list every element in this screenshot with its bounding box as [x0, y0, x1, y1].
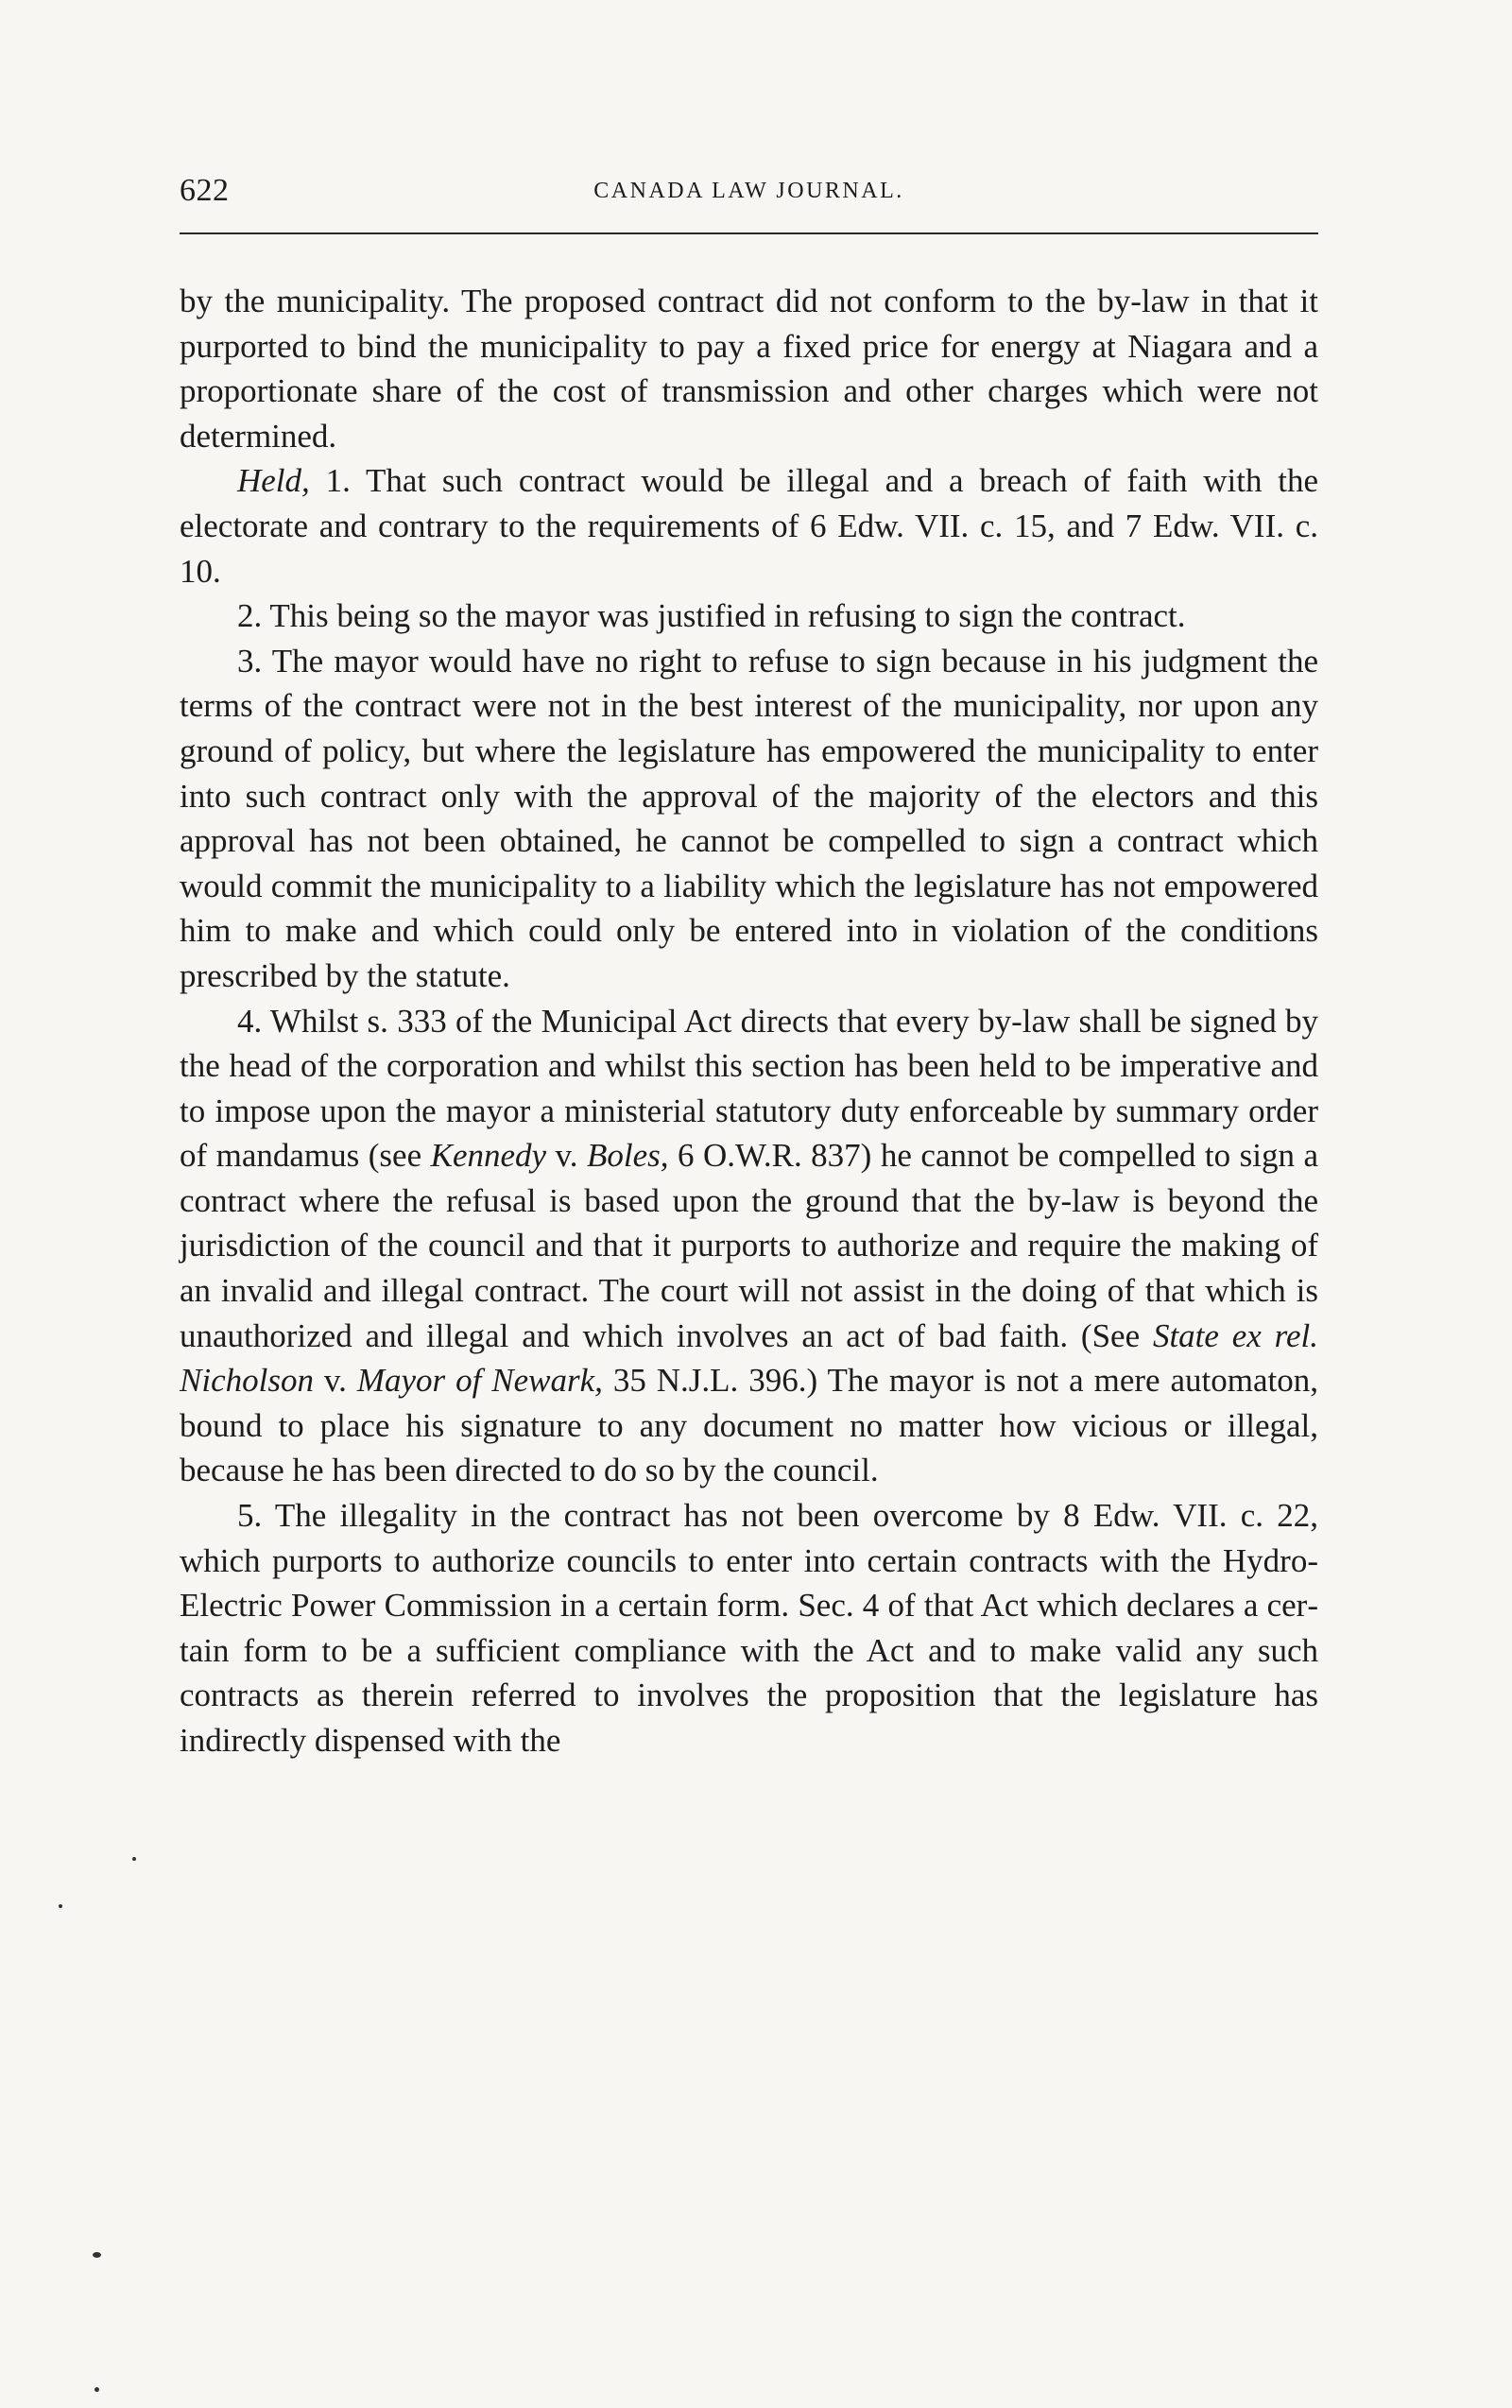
journal-title: CANADA LAW JOURNAL.	[593, 179, 904, 203]
scan-speck	[132, 1857, 136, 1861]
page-number: 622	[180, 173, 230, 208]
scan-speck	[94, 2387, 99, 2392]
paragraph-held-2: 2. This being so the mayor was justified in refusing to sign the contract.	[237, 597, 1186, 635]
case-name-mayor: Mayor of Newark,	[356, 1362, 603, 1400]
paragraph-continuation: by the municipality. The proposed contract did not conform to the by-law in that it purported to bind the municipality to pay a fixed price for energy at Niagara and a proportionate share of the cost of transmission and other charges which were not determined.	[180, 283, 1318, 455]
paragraph-held-4	[180, 999, 1318, 1494]
held-4-text-d: v.	[313, 1362, 357, 1400]
case-name-kennedy: Kennedy	[430, 1137, 547, 1175]
held-4-text-b: v.	[546, 1137, 588, 1175]
document-page	[180, 0, 1318, 2408]
header-rule	[180, 232, 1318, 234]
paragraph-held-3: 3. The mayor would have no right to refuse to sign because in his judgment the terms of the contract were not in the best interest of the municipality, nor upon any ground of policy, but where the legislature has empowered the municipality to enter into such contract only with the approval of the majority of the electors and this approval has not been obtained, he cannot be compelled to sign a contract which would commit the municipality to a liability which the legislature has not empowered him to make and which could only be entered into in violation of the conditions prescribed by the statute.	[180, 642, 1318, 994]
case-name-state: State ex rel. Nicholson	[180, 1316, 1318, 1400]
paragraph-held-1	[180, 458, 1318, 593]
held-4-text-c: 6 O.W.R. 837) he cannot be compelled to sign a contract where the refusal is based upon the ground that the by-law is beyond the jurisdiction of the council and that it purports to authorize and require the making of an invalid and illegal contract. The court will not assist in the doing of that which is unauthorized and illegal and which involves an act of bad faith. (See	[180, 1137, 1318, 1354]
scan-speck	[93, 2252, 101, 2258]
body-text	[180, 279, 1318, 1763]
held-label: Held,	[237, 462, 310, 500]
running-head	[180, 173, 1318, 220]
held-4-text-e: 35 N.J.L. 396.) The mayor is not a mere automaton, bound to place his signature to any document no matter how vicious or illegal, because he has been directed to do so by the council.	[180, 1362, 1319, 1489]
paragraph-held-5: 5. The illegality in the contract has not been overcome by 8 Edw. VII. c. 22, which purports to authorize councils to enter into certain contracts with the Hydro-Electric Power Commission in a certain form. Sec. 4 of that Act which declares a certain form to be a sufficient compliance with the Act and to make valid any such contracts as therein referred to involves the proposition that the legislature has indirectly dispensed with the	[180, 1497, 1318, 1759]
scan-speck	[59, 1904, 62, 1908]
held-1-text: 1. That such contract would be illegal and a breach of faith with the electorate and contrary to the requirements of 6 Edw. VII. c. 15, and 7 Edw. VII. c. 10.	[180, 462, 1318, 590]
case-name-boles: Boles,	[587, 1137, 669, 1175]
held-4-text-a: 4. Whilst s. 333 of the Municipal Act directs that every by-law shall be signed by the head of the corporation and whilst this section has been held to be imperative and to impose upon the mayor a ministerial statutory duty enforceable by summary order of mandamus (see	[180, 1002, 1318, 1175]
